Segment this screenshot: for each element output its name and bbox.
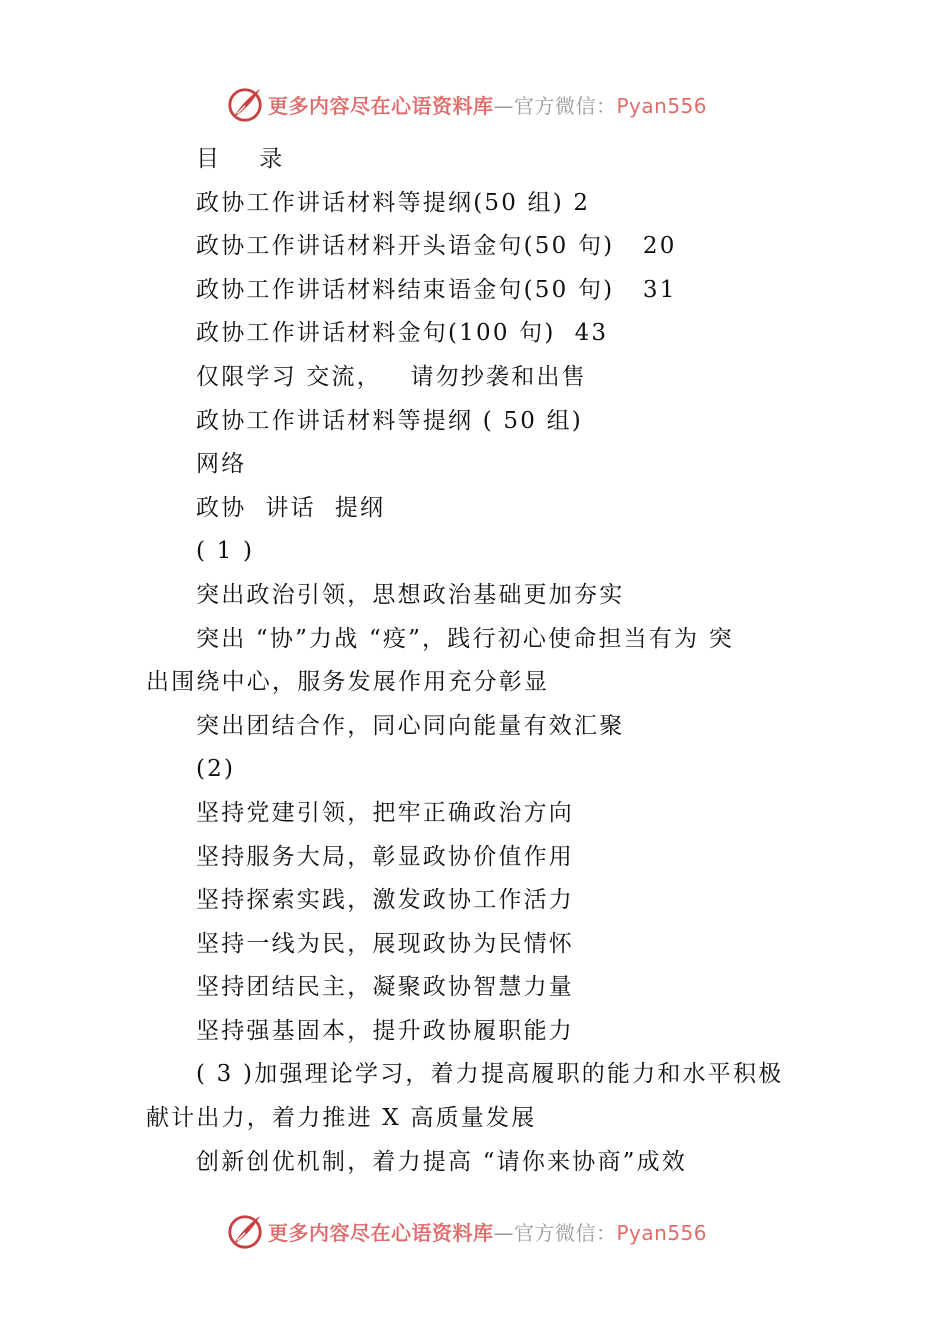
quill-logo-icon <box>226 1212 264 1250</box>
text-line: ( 1 ) <box>196 538 255 565</box>
text-line: 坚持强基固本，提升政协履职能力 <box>196 1017 574 1044</box>
banner-part1: 更多内容尽在心语资料库 <box>268 1220 494 1245</box>
banner-dash: — <box>493 93 514 118</box>
text-line: 突出团结合作，同心同向能量有效汇聚 <box>196 712 625 739</box>
text-line: ( 3 )加强理论学习，着力提高履职的能力和水平积极 <box>196 1061 784 1088</box>
text-line: 政协工作讲话材料等提纲 ( 50 组) <box>196 407 583 434</box>
text-line: 突出 “协”力战 “疫”，践行初心使命担当有为 突 <box>196 625 734 652</box>
text-line: 突出政治引领，思想政治基础更加夯实 <box>196 581 625 608</box>
text-line: 献计出力，着力推进 X 高质量发展 <box>146 1105 537 1132</box>
text-line: 出围绕中心，服务发展作用充分彰显 <box>146 669 550 696</box>
quill-logo-icon <box>226 85 264 123</box>
banner-text <box>268 90 707 119</box>
banner-part2: 官方微信： <box>514 93 617 118</box>
text-line: 政协工作讲话材料等提纲(50 组) 2 <box>196 189 591 216</box>
text-line: 坚持团结民主，凝聚政协智慧力量 <box>196 974 574 1001</box>
header-banner <box>226 84 746 124</box>
text-line: 创新创优机制，着力提高 “请你来协商”成效 <box>196 1148 688 1175</box>
text-line: 网络 <box>196 451 247 478</box>
text-line: (2) <box>196 756 236 783</box>
text-line: 政协工作讲话材料开头语金句(50 句) 20 <box>196 233 677 260</box>
text-line: 坚持一线为民，展现政协为民情怀 <box>196 930 574 957</box>
text-line: 政协 讲话 提纲 <box>196 494 386 521</box>
banner-text <box>268 1217 707 1246</box>
banner-wechat: Pyan556 <box>616 93 708 118</box>
text-line: 仅限学习 交流， 请勿抄袭和出售 <box>196 363 587 390</box>
text-line: 坚持党建引领，把牢正确政治方向 <box>196 799 574 826</box>
text-line: 目 录 <box>196 146 285 172</box>
banner-part2: 官方微信： <box>514 1220 617 1245</box>
banner-part1: 更多内容尽在心语资料库 <box>268 93 494 118</box>
banner-dash: — <box>493 1220 514 1245</box>
footer-banner <box>226 1211 746 1251</box>
text-line: 政协工作讲话材料结束语金句(50 句) 31 <box>196 276 677 303</box>
document-body <box>0 138 950 1184</box>
text-line: 坚持服务大局，彰显政协价值作用 <box>196 843 574 870</box>
banner-wechat: Pyan556 <box>616 1220 708 1245</box>
text-line: 政协工作讲话材料金句(100 句) 43 <box>196 320 609 347</box>
text-line: 坚持探索实践，激发政协工作活力 <box>196 887 574 914</box>
